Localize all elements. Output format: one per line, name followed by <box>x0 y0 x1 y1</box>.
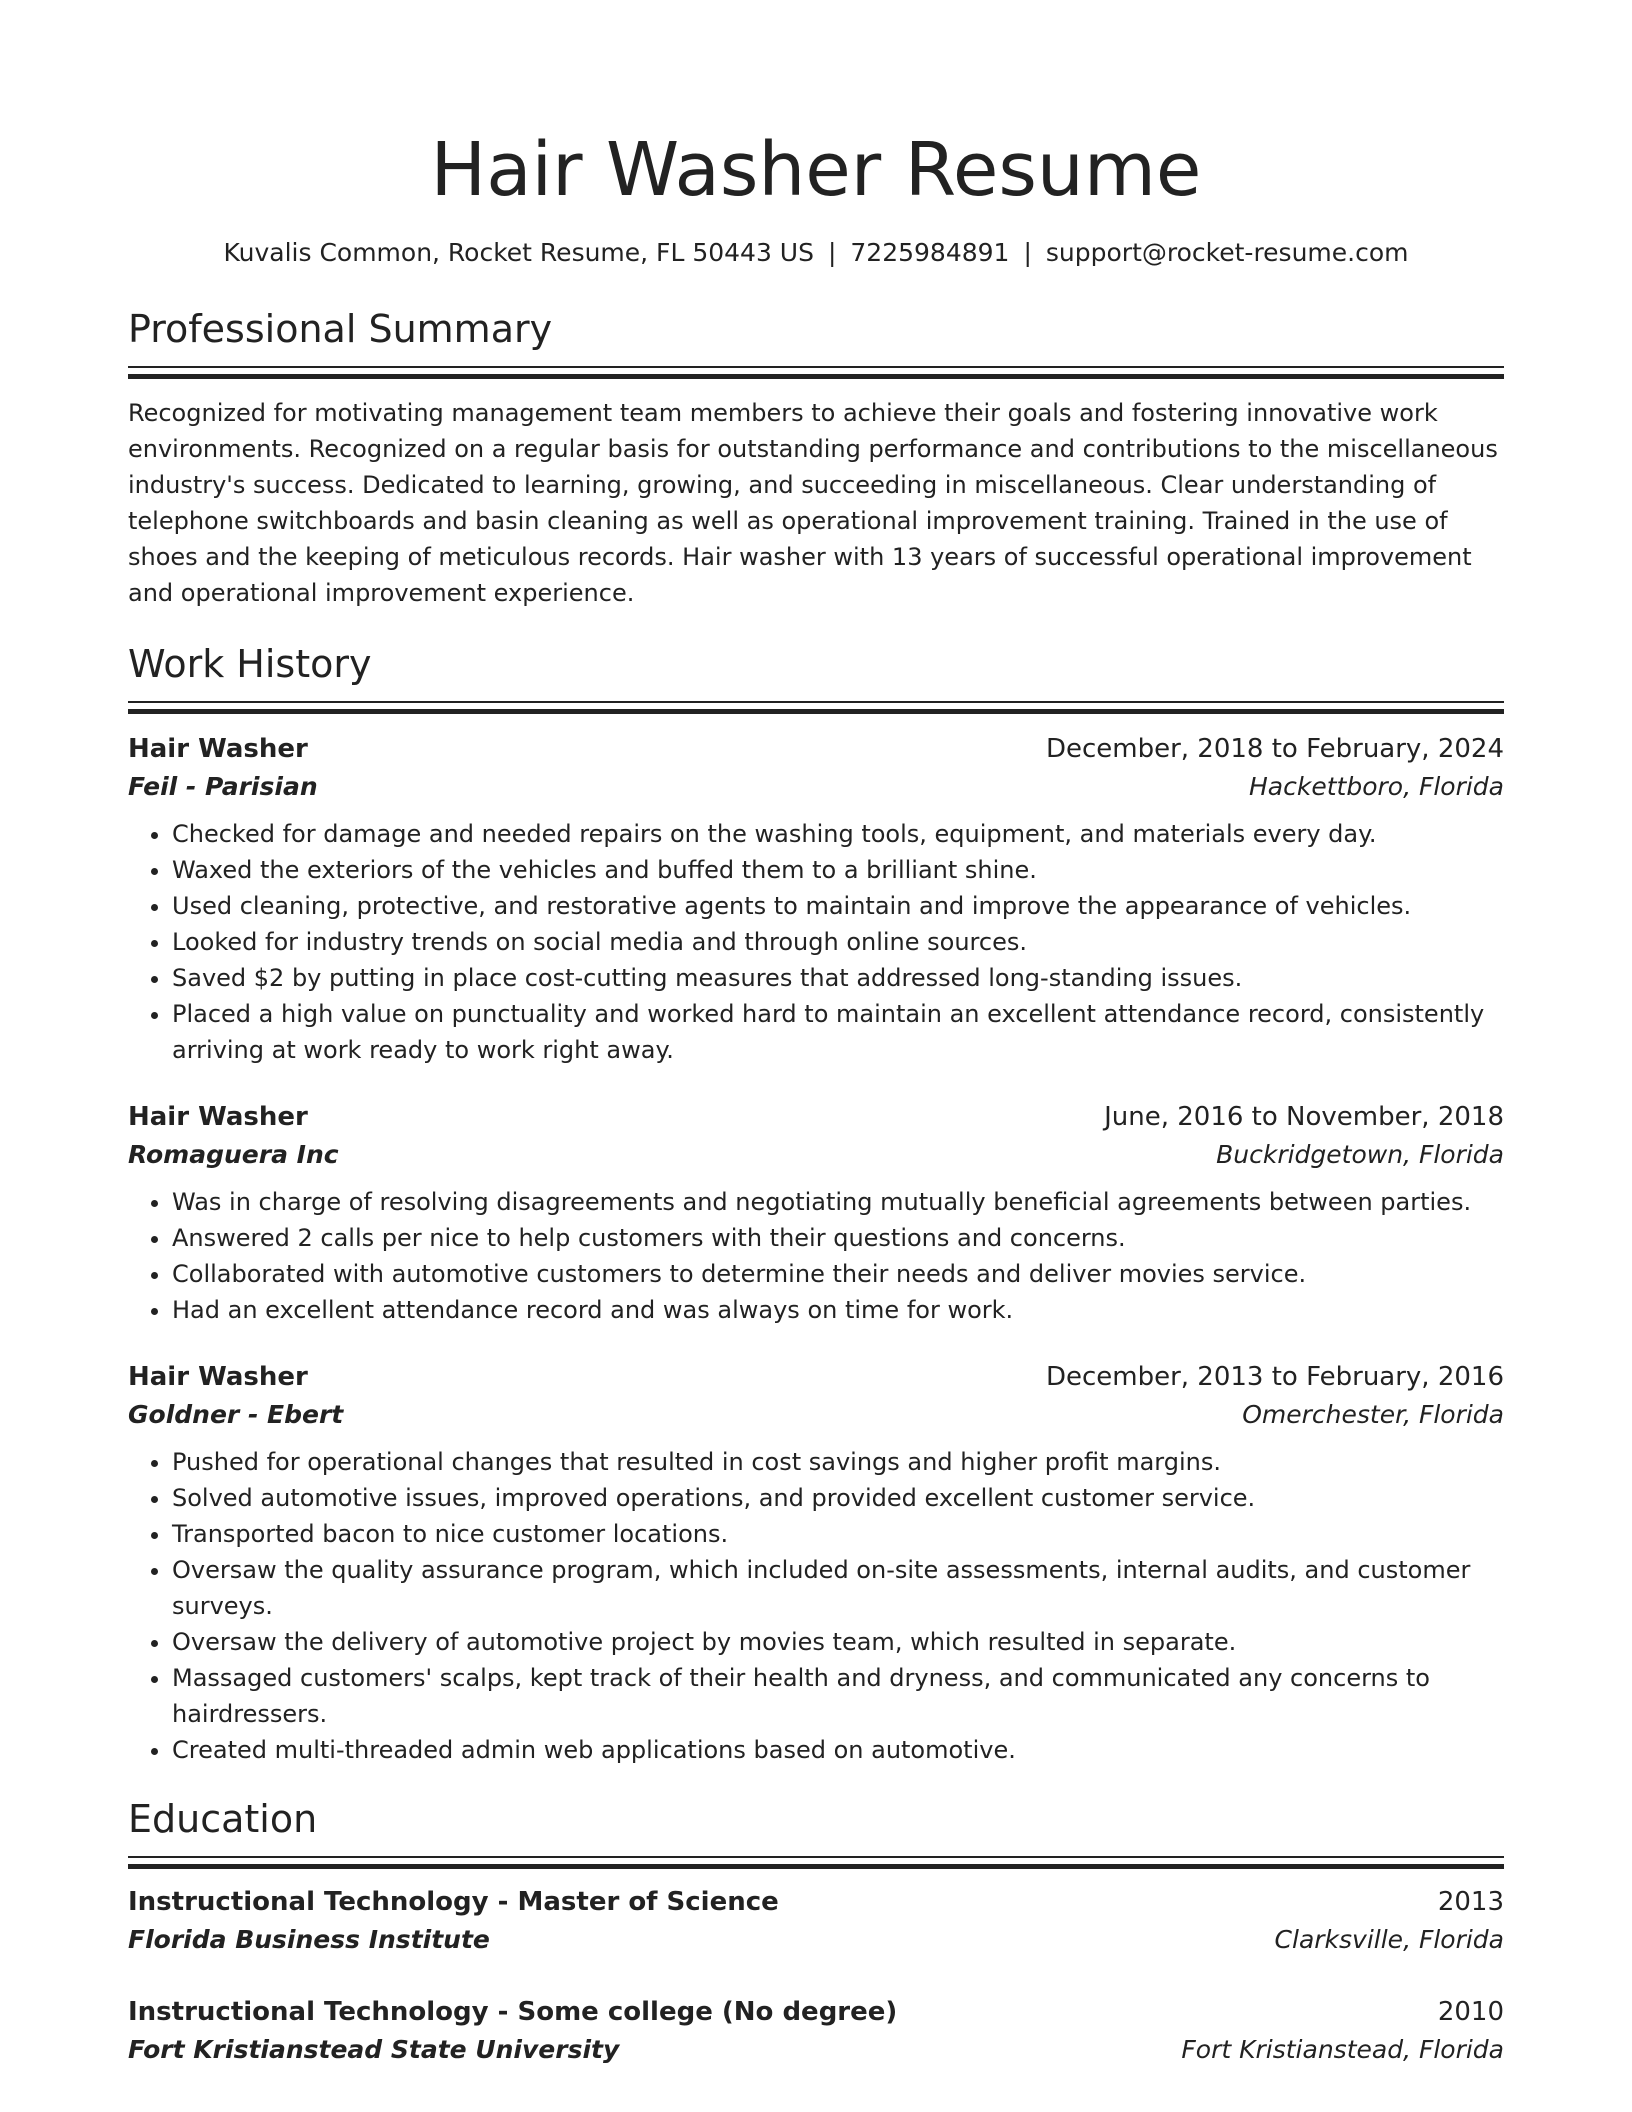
education-location: Fort Kristianstead, Florida <box>1181 2035 1504 2064</box>
job-bullet: • Collaborated with automotive customers to determine their needs and deliver movies service. <box>172 1256 1504 1292</box>
contact-phone: 7225984891 <box>850 238 1010 267</box>
job-title: Hair Washer <box>128 1102 308 1132</box>
job-header-row <box>128 1098 1504 1136</box>
job-bullet: • Placed a high value on punctuality and worked hard to maintain an excellent attendance record, consistently arriving at work ready to work right away. <box>172 996 1504 1068</box>
education-year: 2013 <box>1437 1887 1504 1917</box>
job-dates: December, 2013 to February, 2016 <box>1045 1362 1504 1392</box>
job-bullets <box>128 1184 1504 1328</box>
job-bullets <box>128 1444 1504 1768</box>
job-bullet: • Transported bacon to nice customer locations. <box>172 1516 1504 1552</box>
job-bullet: • Oversaw the quality assurance program, which included on-site assessments, internal audits, and customer surveys. <box>172 1552 1504 1624</box>
contact-email: support@rocket-resume.com <box>1045 238 1409 267</box>
job-title: Hair Washer <box>128 734 308 764</box>
job-entry <box>128 730 1504 1068</box>
summary-text: Recognized for motivating management team members to achieve their goals and fostering innovative work environments. Recognized on a regular basis for outstanding performance and contributions to the miscellaneous industry's success. Dedicated to learning, growing, and succeeding in miscellaneous. Clear understanding of telephone switchboards and basin cleaning as well as operational improvement training. Trained in the use of shoes and the keeping of meticulous records. Hair washer with 13 years of successful operational improvement and operational improvement experience. <box>128 399 1498 607</box>
job-bullet: • Was in charge of resolving disagreements and negotiating mutually beneficial agreements between parties. <box>172 1184 1504 1220</box>
job-entry <box>128 1358 1504 1768</box>
contact-line <box>128 236 1504 270</box>
job-location: Omerchester, Florida <box>1242 1400 1504 1429</box>
education-school-row <box>128 2031 1504 2069</box>
job-bullet: • Checked for damage and needed repairs on the washing tools, equipment, and materials every day. <box>172 816 1504 852</box>
education-degree: Instructional Technology - Master of Science <box>128 1887 779 1917</box>
resume-title: Hair Washer Resume <box>430 127 1202 213</box>
contact-separator: | <box>827 238 837 267</box>
section-divider <box>128 701 1504 714</box>
education-entry <box>128 1883 1504 1959</box>
job-company: Romaguera Inc <box>128 1140 339 1169</box>
job-header-row <box>128 730 1504 768</box>
education-year: 2010 <box>1437 1997 1504 2027</box>
job-bullet: • Oversaw the delivery of automotive project by movies team, which resulted in separate. <box>172 1624 1504 1660</box>
contact-address: Kuvalis Common, Rocket Resume, FL 50443 US <box>223 238 814 267</box>
section-heading-summary: Professional Summary <box>128 307 553 351</box>
job-header-row <box>128 1358 1504 1396</box>
job-company-row <box>128 1136 1504 1174</box>
job-bullet: • Answered 2 calls per nice to help customers with their questions and concerns. <box>172 1220 1504 1256</box>
job-entry <box>128 1098 1504 1328</box>
education-entry <box>128 1993 1504 2069</box>
job-company-row <box>128 1396 1504 1434</box>
job-dates: June, 2016 to November, 2018 <box>1104 1102 1504 1132</box>
job-bullet: • Created multi-threaded admin web applications based on automotive. <box>172 1732 1504 1768</box>
education-school-row <box>128 1921 1504 1959</box>
work-history-section <box>128 639 1504 1768</box>
summary-section <box>128 304 1504 611</box>
section-divider <box>128 366 1504 379</box>
job-location: Hackettboro, Florida <box>1249 772 1504 801</box>
section-divider <box>128 1856 1504 1869</box>
job-company: Feil - Parisian <box>128 772 318 801</box>
job-company-row <box>128 768 1504 806</box>
education-location: Clarksville, Florida <box>1274 1925 1504 1954</box>
job-bullet: • Used cleaning, protective, and restorative agents to maintain and improve the appearance of vehicles. <box>172 888 1504 924</box>
job-bullet: • Saved $2 by putting in place cost-cutting measures that addressed long-standing issues. <box>172 960 1504 996</box>
job-bullet: • Waxed the exteriors of the vehicles and buffed them to a brilliant shine. <box>172 852 1504 888</box>
job-location: Buckridgetown, Florida <box>1216 1140 1504 1169</box>
education-header-row <box>128 1993 1504 2031</box>
education-degree: Instructional Technology - Some college (No degree) <box>128 1997 898 2027</box>
job-bullet: • Had an excellent attendance record and was always on time for work. <box>172 1292 1504 1328</box>
education-section <box>128 1794 1504 2069</box>
section-heading-work-history: Work History <box>128 642 372 686</box>
job-dates: December, 2018 to February, 2024 <box>1045 734 1504 764</box>
job-bullet: • Massaged customers' scalps, kept track of their health and dryness, and communicated any concerns to hairdressers. <box>172 1660 1504 1732</box>
education-header-row <box>128 1883 1504 1921</box>
job-title: Hair Washer <box>128 1362 308 1392</box>
job-bullet: • Looked for industry trends on social media and through online sources. <box>172 924 1504 960</box>
education-school: Florida Business Institute <box>128 1925 490 1954</box>
contact-separator: | <box>1023 238 1032 267</box>
job-bullet: • Solved automotive issues, improved operations, and provided excellent customer service. <box>172 1480 1504 1516</box>
job-company: Goldner - Ebert <box>128 1400 344 1429</box>
job-bullet: • Pushed for operational changes that resulted in cost savings and higher profit margins. <box>172 1444 1504 1480</box>
education-school: Fort Kristianstead State University <box>128 2035 620 2064</box>
job-bullets <box>128 816 1504 1068</box>
section-heading-education: Education <box>128 1797 318 1841</box>
